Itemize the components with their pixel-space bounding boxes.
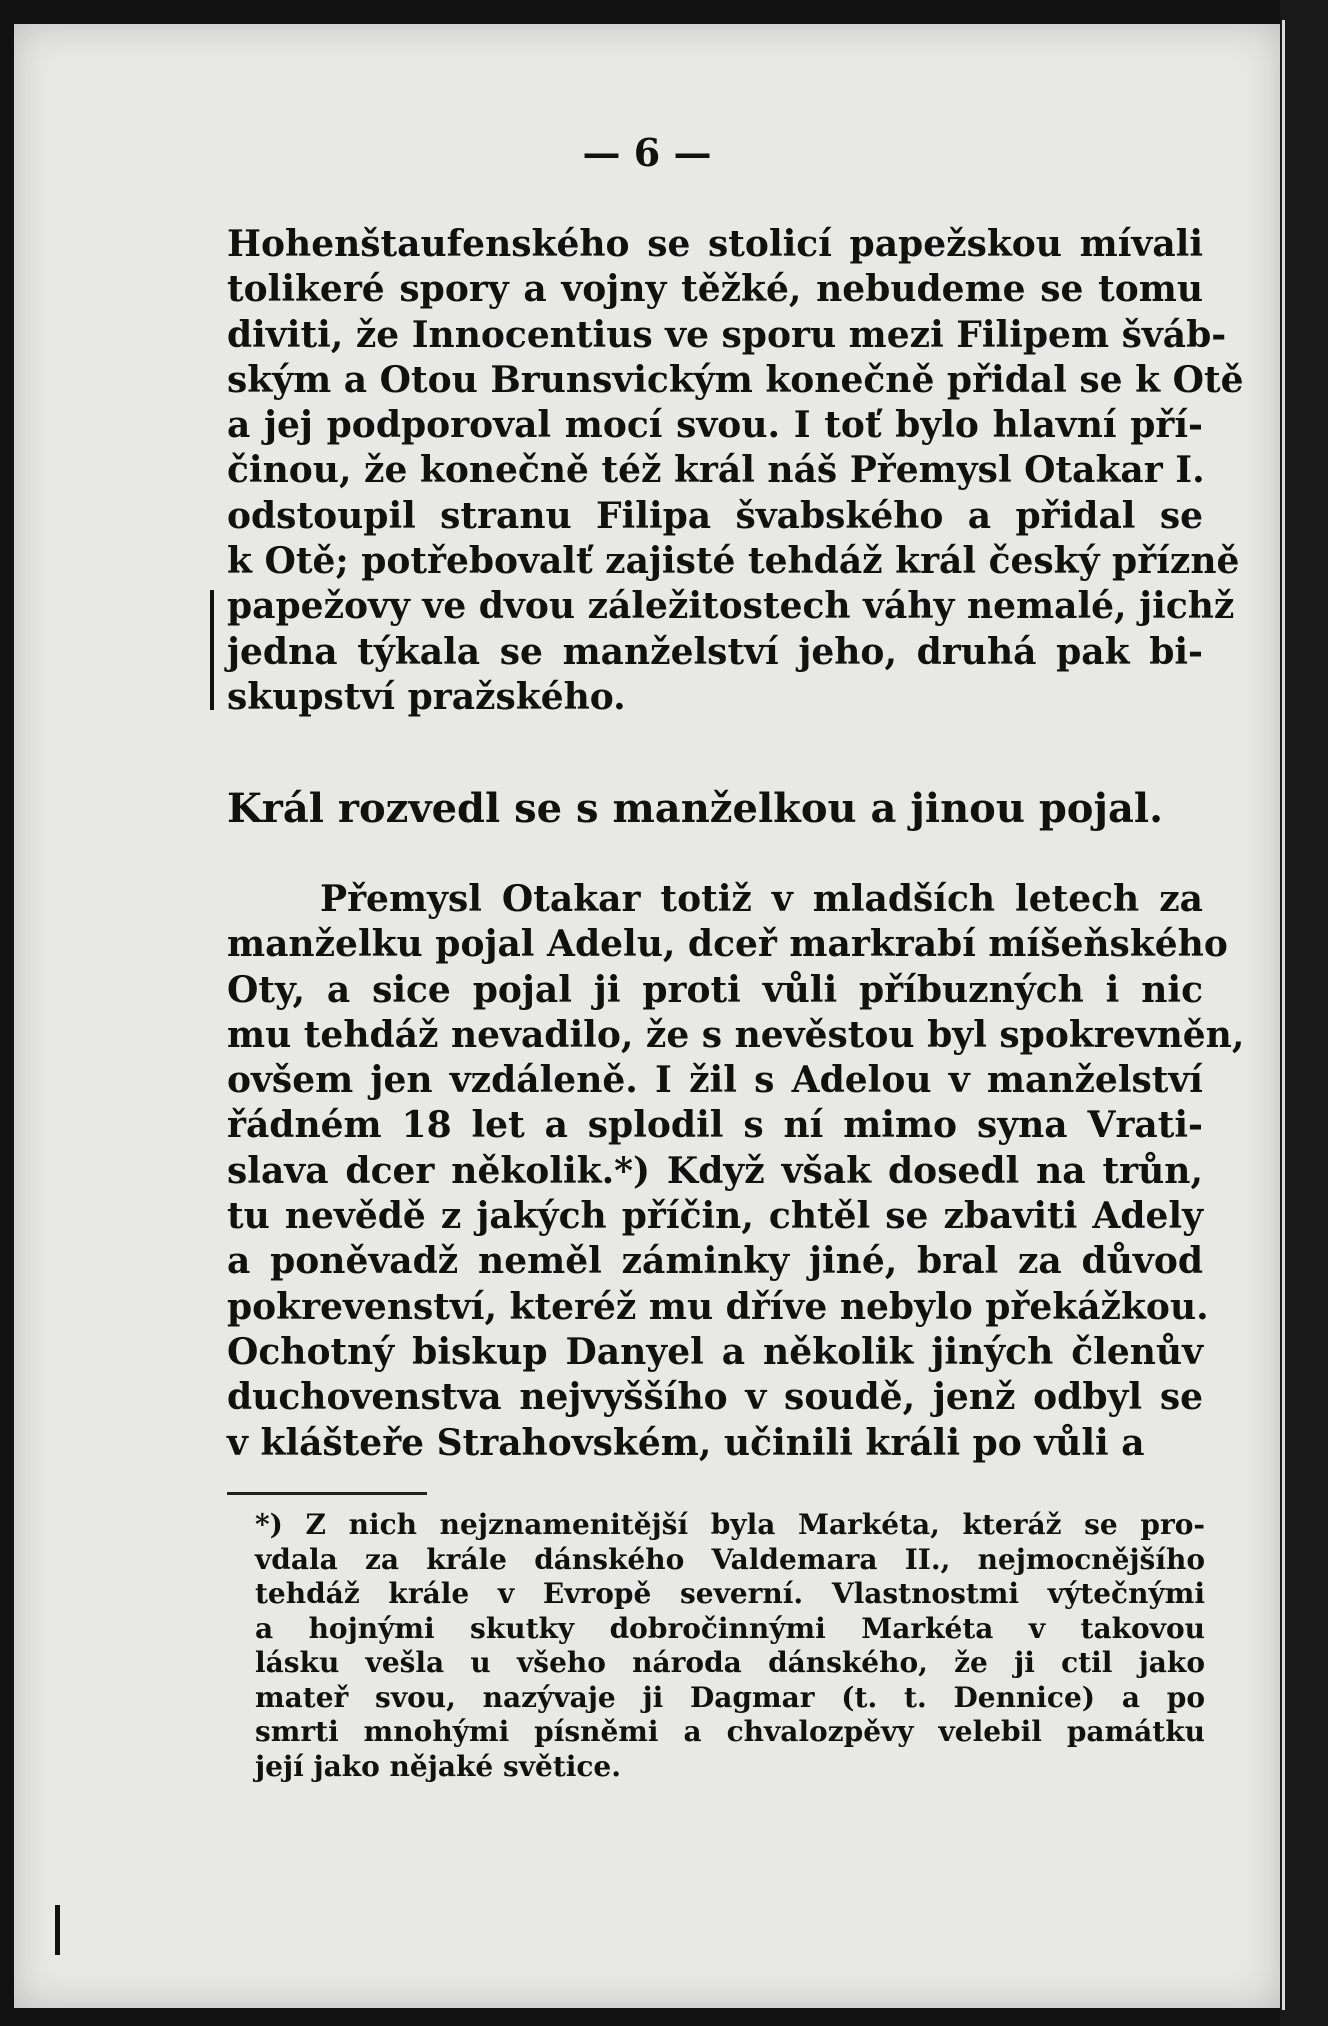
text-line: pokrevenství, kteréž mu dříve nebylo překážkou.	[227, 1285, 1209, 1328]
page-number: — 6 —	[582, 130, 712, 175]
footnote-rule	[227, 1492, 427, 1495]
scan-speck	[55, 1905, 60, 1955]
text-line: k Otě; potřebovalť zajisté tehdáž král český přízně	[227, 540, 1240, 583]
text-line: Hohenštaufenského se stolicí papežskou mívali	[227, 223, 1203, 265]
text-line: diviti, že Innocentius ve sporu mezi Filipem šváb-	[227, 313, 1227, 356]
text-line: slava dcer několik.*) Když však dosedl na trůn,	[227, 1149, 1203, 1192]
footnote-line: vdala za krále dánského Valdemara II., nejmocnějšího	[255, 1542, 1205, 1576]
scan-background-edge	[1280, 0, 1328, 2026]
footnote-line: *) Z nich nejznamenitější byla Markéta, kteráž se pro-	[255, 1508, 1205, 1541]
text-line: v klášteře Strahovském, učinili králi po vůli a	[227, 1421, 1145, 1464]
text-line: Ochotný biskup Danyel a několik jiných členův	[227, 1330, 1203, 1373]
text-line: a poněvadž neměl záminky jiné, bral za důvod	[227, 1240, 1203, 1283]
paragraph-2	[227, 877, 1245, 1466]
text-line: tolikeré spory a vojny těžké, nebudeme se tomu	[227, 268, 1203, 311]
text-line: Oty, a sice pojal ji proti vůli příbuzných i nic	[227, 968, 1203, 1011]
text-line: skupství pražského.	[227, 675, 626, 718]
text-line: duchovenstva nejvyššího v soudě, jenž odbyl se	[227, 1376, 1203, 1419]
text-line: ovšem jen vzdáleně. I žil s Adelou v manželství	[227, 1059, 1203, 1102]
text-line: papežovy ve dvou záležitostech váhy nemalé, jichž	[227, 585, 1235, 628]
text-line: tu nevědě z jakých příčin, chtěl se zbaviti Adely	[227, 1195, 1203, 1238]
text-line: manželku pojal Adelu, dceř markrabí míšeňského	[227, 923, 1228, 966]
margin-mark	[210, 590, 214, 710]
text-line: jedna týkala se manželství jeho, druhá pak bi-	[227, 630, 1203, 673]
footnote-line: smrti mnohými písněmi a chvalozpěvy velebil památku	[255, 1715, 1205, 1748]
footnote-line: její jako nějaké světice.	[255, 1749, 621, 1783]
footnote-line: tehdáž krále v Evropě severní. Vlastnostmi výtečnými	[255, 1577, 1205, 1610]
text-line: Přemysl Otakar totiž v mladších letech za	[320, 878, 1203, 920]
text-line: ským a Otou Brunsvickým konečně přidal se k Otě	[227, 358, 1244, 401]
footnote	[255, 1508, 1205, 1784]
text-line: a jej podporoval mocí svou. I toť bylo hlavní pří-	[227, 404, 1203, 447]
text-line: činou, že konečně též král náš Přemysl Otakar I.	[227, 449, 1205, 492]
page-edge-line	[1282, 20, 1285, 2010]
footnote-line: a hojnými skutky dobročinnými Markéta v takovou	[255, 1611, 1205, 1645]
paragraph-1	[227, 222, 1244, 720]
text-line: odstoupil stranu Filipa švabského a přidal se	[227, 494, 1203, 537]
text-line: mu tehdáž nevadilo, že s nevěstou byl spokrevněn,	[227, 1013, 1245, 1056]
section-heading: Král rozvedl se s manželkou a jinou pojal.	[227, 785, 1163, 832]
footnote-line: lásku vešla u všeho národa dánského, že ji ctil jako	[255, 1646, 1205, 1679]
footnote-line: mateř svou, nazývaje ji Dagmar (t. t. Dennice) a po	[255, 1680, 1205, 1714]
text-line: řádném 18 let a splodil s ní mimo syna Vrati-	[227, 1104, 1203, 1147]
